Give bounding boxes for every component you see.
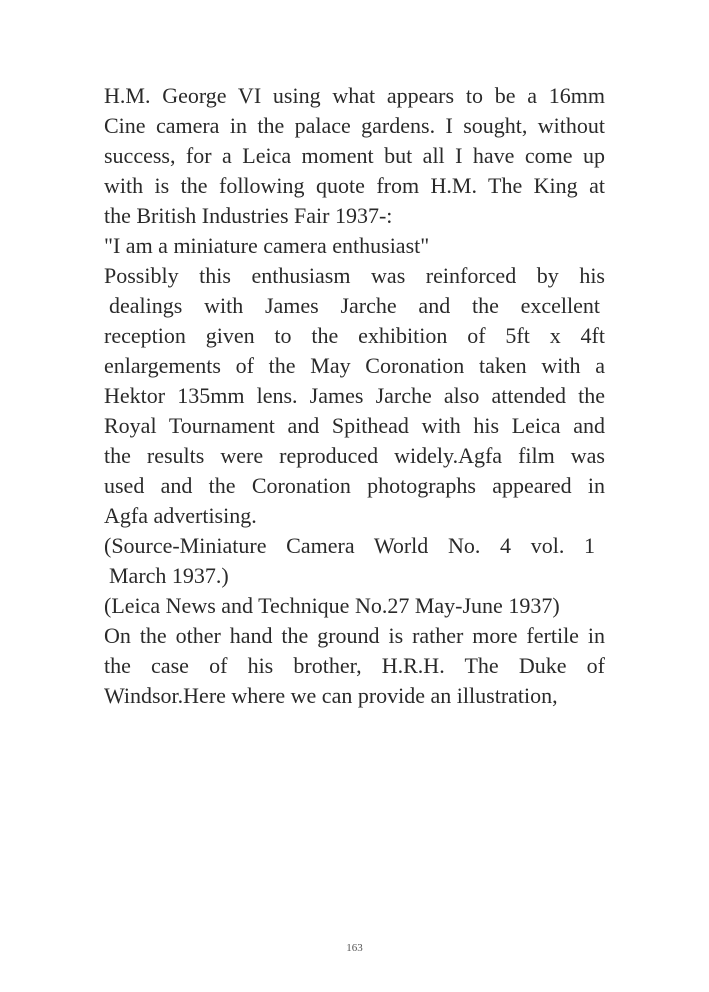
quote-line: "I am a miniature camera enthusiast": [104, 233, 430, 258]
text-line: enlargements of the May Coronation taken with a: [104, 353, 605, 378]
text-line: Royal Tournament and Spithead with his Leica and: [104, 413, 605, 438]
text-line: with is the following quote from H.M. The King at: [104, 173, 605, 198]
text-line: the British Industries Fair 1937-:: [104, 203, 393, 228]
text-line: the case of his brother, H.R.H. The Duke of: [104, 653, 605, 678]
source-line: (Source-Miniature Camera World No. 4 vol. 1: [104, 533, 595, 558]
body-text: [104, 81, 605, 711]
source-line: (Leica News and Technique No.27 May-June 1937): [104, 593, 560, 618]
text-line: success, for a Leica moment but all I have come up: [104, 143, 605, 168]
page-number: 163: [346, 942, 363, 954]
text-line: dealings with James Jarche and the excellent: [109, 293, 600, 318]
source-line: March 1937.): [109, 563, 229, 588]
text-line: Windsor.Here where we can provide an illustration,: [104, 683, 558, 708]
text-line: Agfa advertising.: [104, 503, 257, 528]
text-line: On the other hand the ground is rather more fertile in: [104, 623, 605, 648]
text-line: H.M. George VI using what appears to be a 16mm: [104, 83, 605, 108]
text-line: reception given to the exhibition of 5ft x 4ft: [104, 323, 605, 348]
text-line: Hektor 135mm lens. James Jarche also attended the: [104, 383, 605, 408]
text-line: Possibly this enthusiasm was reinforced by his: [104, 263, 605, 288]
text-line: used and the Coronation photographs appeared in: [104, 473, 605, 498]
text-line: the results were reproduced widely.Agfa film was: [104, 443, 605, 468]
text-line: Cine camera in the palace gardens. I sought, without: [104, 113, 605, 138]
